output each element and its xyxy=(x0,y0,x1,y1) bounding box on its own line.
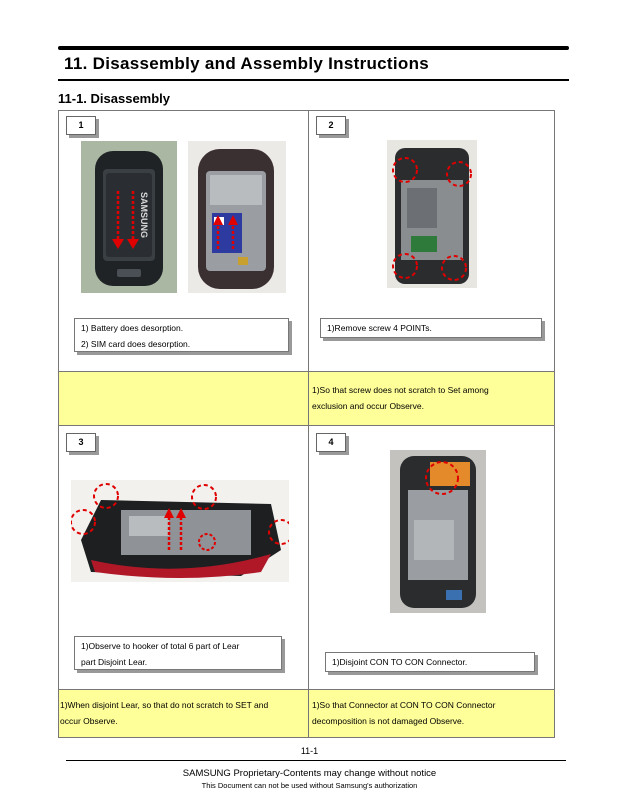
step-2-caption-line: 1)Remove screw 4 POINTs. xyxy=(327,323,432,333)
sim-removal-photo xyxy=(188,141,286,293)
step-1-caption-line: 1) Battery does desorption. xyxy=(81,323,184,333)
step-4-note xyxy=(312,697,552,729)
connector-disjoint-photo xyxy=(390,450,486,613)
battery-removal-photo xyxy=(81,141,177,293)
top-rule xyxy=(58,46,569,50)
grid-divider-vertical xyxy=(308,110,309,738)
grid-divider xyxy=(58,371,555,372)
section-title: 11-1. Disassembly xyxy=(58,91,171,106)
grid-divider xyxy=(58,689,555,690)
step-1-number: 1 xyxy=(66,116,96,135)
step-2-caption xyxy=(320,318,542,338)
step-2-note-line: 1)So that screw does not scratch to Set among xyxy=(312,385,489,395)
step-4-note-line: 1)So that Connector at CON TO CON Connector xyxy=(312,700,496,710)
battery-brand-label: SAMSUNG xyxy=(139,191,149,239)
step-1-caption-line: 2) SIM card does desorption. xyxy=(81,339,191,349)
step-3-note xyxy=(60,697,306,729)
step-2-note xyxy=(312,382,552,414)
grid-divider xyxy=(58,425,555,426)
footer-disclaimer: This Document can not be used without Samsung's authorization xyxy=(201,781,418,790)
footer-rule xyxy=(66,760,566,761)
step-2-number: 2 xyxy=(316,116,346,135)
step-2-note-line: exclusion and occur Observe. xyxy=(312,401,424,411)
step-3-caption-line: 1)Observe to hooker of total 6 part of Lear xyxy=(81,641,240,651)
footer-notice: SAMSUNG Proprietary-Contents may change without notice xyxy=(182,768,437,779)
step-3-caption-line: part Disjoint Lear. xyxy=(81,657,148,667)
screw-removal-photo xyxy=(387,140,477,288)
step-1-caption xyxy=(74,318,289,352)
page-title: 11. Disassembly and Assembly Instructions xyxy=(64,54,430,73)
step-3-note-line: occur Observe. xyxy=(60,716,118,726)
title-underline xyxy=(58,79,569,81)
step-4-caption-line: 1)Disjoint CON TO CON Connector. xyxy=(332,657,468,667)
page-number: 11-1 xyxy=(300,746,319,756)
step-4-caption xyxy=(325,652,535,672)
rear-disjoint-photo xyxy=(71,480,289,582)
step-3-number: 3 xyxy=(66,433,96,452)
step-3-note-line: 1)When disjoint Lear, so that do not scratch to SET and xyxy=(60,700,269,710)
step-4-number: 4 xyxy=(316,433,346,452)
step-3-caption xyxy=(74,636,282,670)
step-4-note-line: decomposition is not damaged Observe. xyxy=(312,716,465,726)
